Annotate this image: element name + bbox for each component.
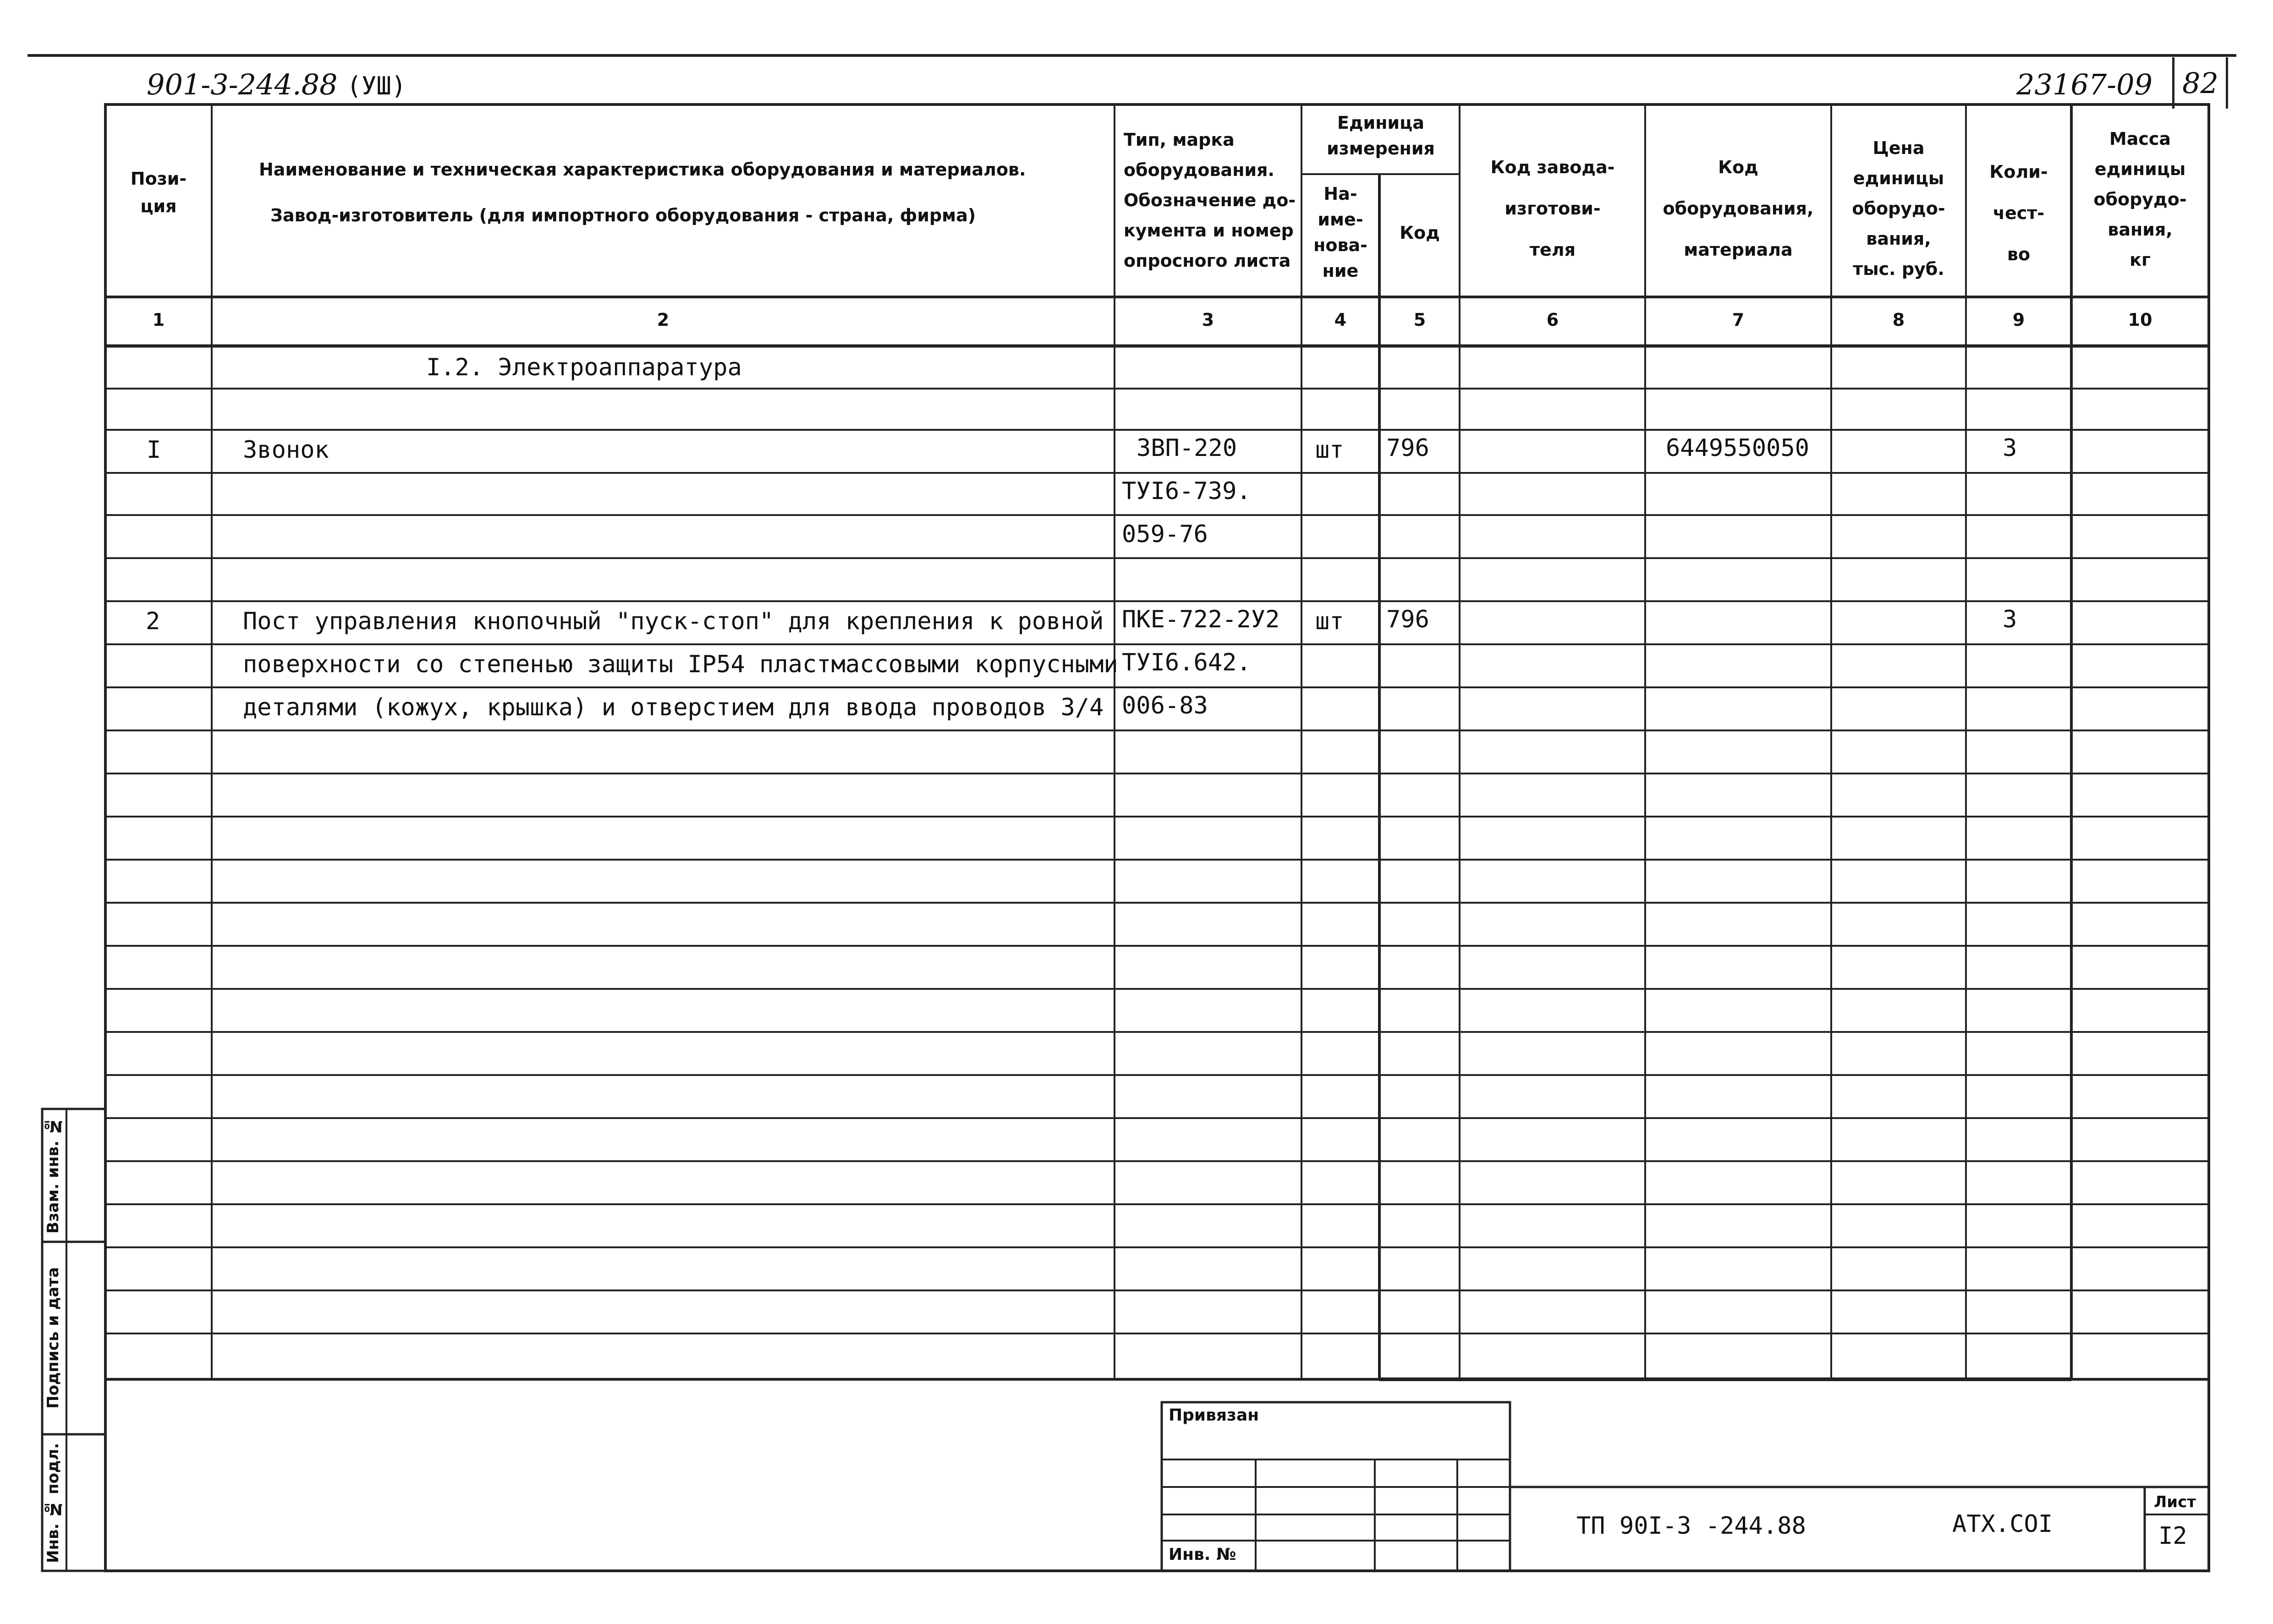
side-label-signature: Подпись и дата bbox=[44, 1267, 62, 1409]
header-name-line2: Завод-изготовитель (для импортного оборудования - страна, фирма) bbox=[270, 205, 976, 225]
row-type: ТУI6.642. bbox=[1122, 649, 1251, 676]
row-unit: шт bbox=[1315, 608, 1344, 635]
row-unit-code: 796 bbox=[1386, 434, 1429, 462]
row-name: деталями (кожух, крышка) и отверстием для ввода проводов 3/4 bbox=[243, 694, 1104, 721]
doc-code: 901-3-244.88 (УШ) bbox=[147, 68, 406, 101]
stamp-attached: Привязан bbox=[1169, 1406, 1259, 1425]
row-name: Пост управления кнопочный "пуск-стоп" для крепления к ровной bbox=[243, 608, 1104, 635]
row-name: поверхности со степенью защиты IP54 пластмассовыми корпусными bbox=[243, 651, 1118, 678]
header-position: Пози- ция bbox=[130, 169, 187, 216]
row-equipment-code: 6449550050 bbox=[1666, 434, 1810, 462]
stamp-document: ТП 90I-3 -244.88 bbox=[1576, 1512, 1806, 1540]
row-position: 2 bbox=[146, 608, 160, 635]
stamp-inventory-no: Инв. № bbox=[1169, 1545, 1236, 1564]
header-unit-code: Код bbox=[1400, 223, 1440, 243]
stamp-sheet-number: I2 bbox=[2158, 1522, 2187, 1550]
header-mass: Масса единицы оборудо- вания, кг bbox=[2093, 129, 2187, 270]
col-num-9: 9 bbox=[2012, 310, 2025, 330]
row-type: ТУI6-739. bbox=[1122, 477, 1251, 505]
col-num-4: 4 bbox=[1334, 310, 1347, 330]
row-name: Звонок bbox=[243, 436, 329, 464]
page-number: 82 bbox=[2182, 66, 2218, 100]
stamp-mark: АТХ.COI bbox=[1952, 1510, 2053, 1538]
col-num-2: 2 bbox=[657, 310, 670, 330]
row-position: I bbox=[147, 436, 161, 464]
header-name-line1: Наименование и техническая характеристика оборудования и материалов. bbox=[259, 159, 1026, 180]
header-unit-name: На- име- нова- ние bbox=[1313, 184, 1367, 281]
header-type: Тип, марка оборудования. Обозначение до- кумента и номер опросного листа bbox=[1124, 130, 1296, 271]
row-quantity: 3 bbox=[2003, 606, 2017, 633]
col-num-3: 3 bbox=[1202, 310, 1214, 330]
side-label-inventory: Инв. № подл. bbox=[44, 1443, 62, 1564]
row-unit-code: 796 bbox=[1386, 606, 1429, 633]
row-unit: шт bbox=[1315, 436, 1344, 464]
row-type: ЗВП-220 bbox=[1136, 434, 1237, 462]
stamp-sheet-label: Лист bbox=[2154, 1493, 2196, 1511]
header-quantity: Коли- чест- во bbox=[1989, 162, 2048, 264]
col-num-6: 6 bbox=[1546, 310, 1559, 330]
row-type: ПКЕ-722-2У2 bbox=[1122, 606, 1280, 633]
header-factory-code: Код завода- изготови- теля bbox=[1490, 157, 1615, 260]
col-num-7: 7 bbox=[1732, 310, 1745, 330]
header-equipment-code: Код оборудования, материала bbox=[1663, 157, 1814, 260]
archive-number: 23167-09 bbox=[2016, 68, 2153, 101]
header-unit: Единица измерения bbox=[1327, 113, 1435, 159]
side-label-replacement: Взам. инв. № bbox=[44, 1117, 62, 1234]
col-num-8: 8 bbox=[1892, 310, 1905, 330]
row-type: 059-76 bbox=[1122, 521, 1208, 548]
col-num-10: 10 bbox=[2128, 310, 2152, 330]
section-heading: I.2. Электроаппаратура bbox=[426, 354, 742, 381]
header-price: Цена единицы оборудо- вания, тыс. руб. bbox=[1852, 138, 1945, 279]
row-quantity: 3 bbox=[2003, 434, 2017, 462]
col-num-5: 5 bbox=[1413, 310, 1426, 330]
col-num-1: 1 bbox=[152, 310, 165, 330]
row-type: 006-83 bbox=[1122, 692, 1208, 719]
